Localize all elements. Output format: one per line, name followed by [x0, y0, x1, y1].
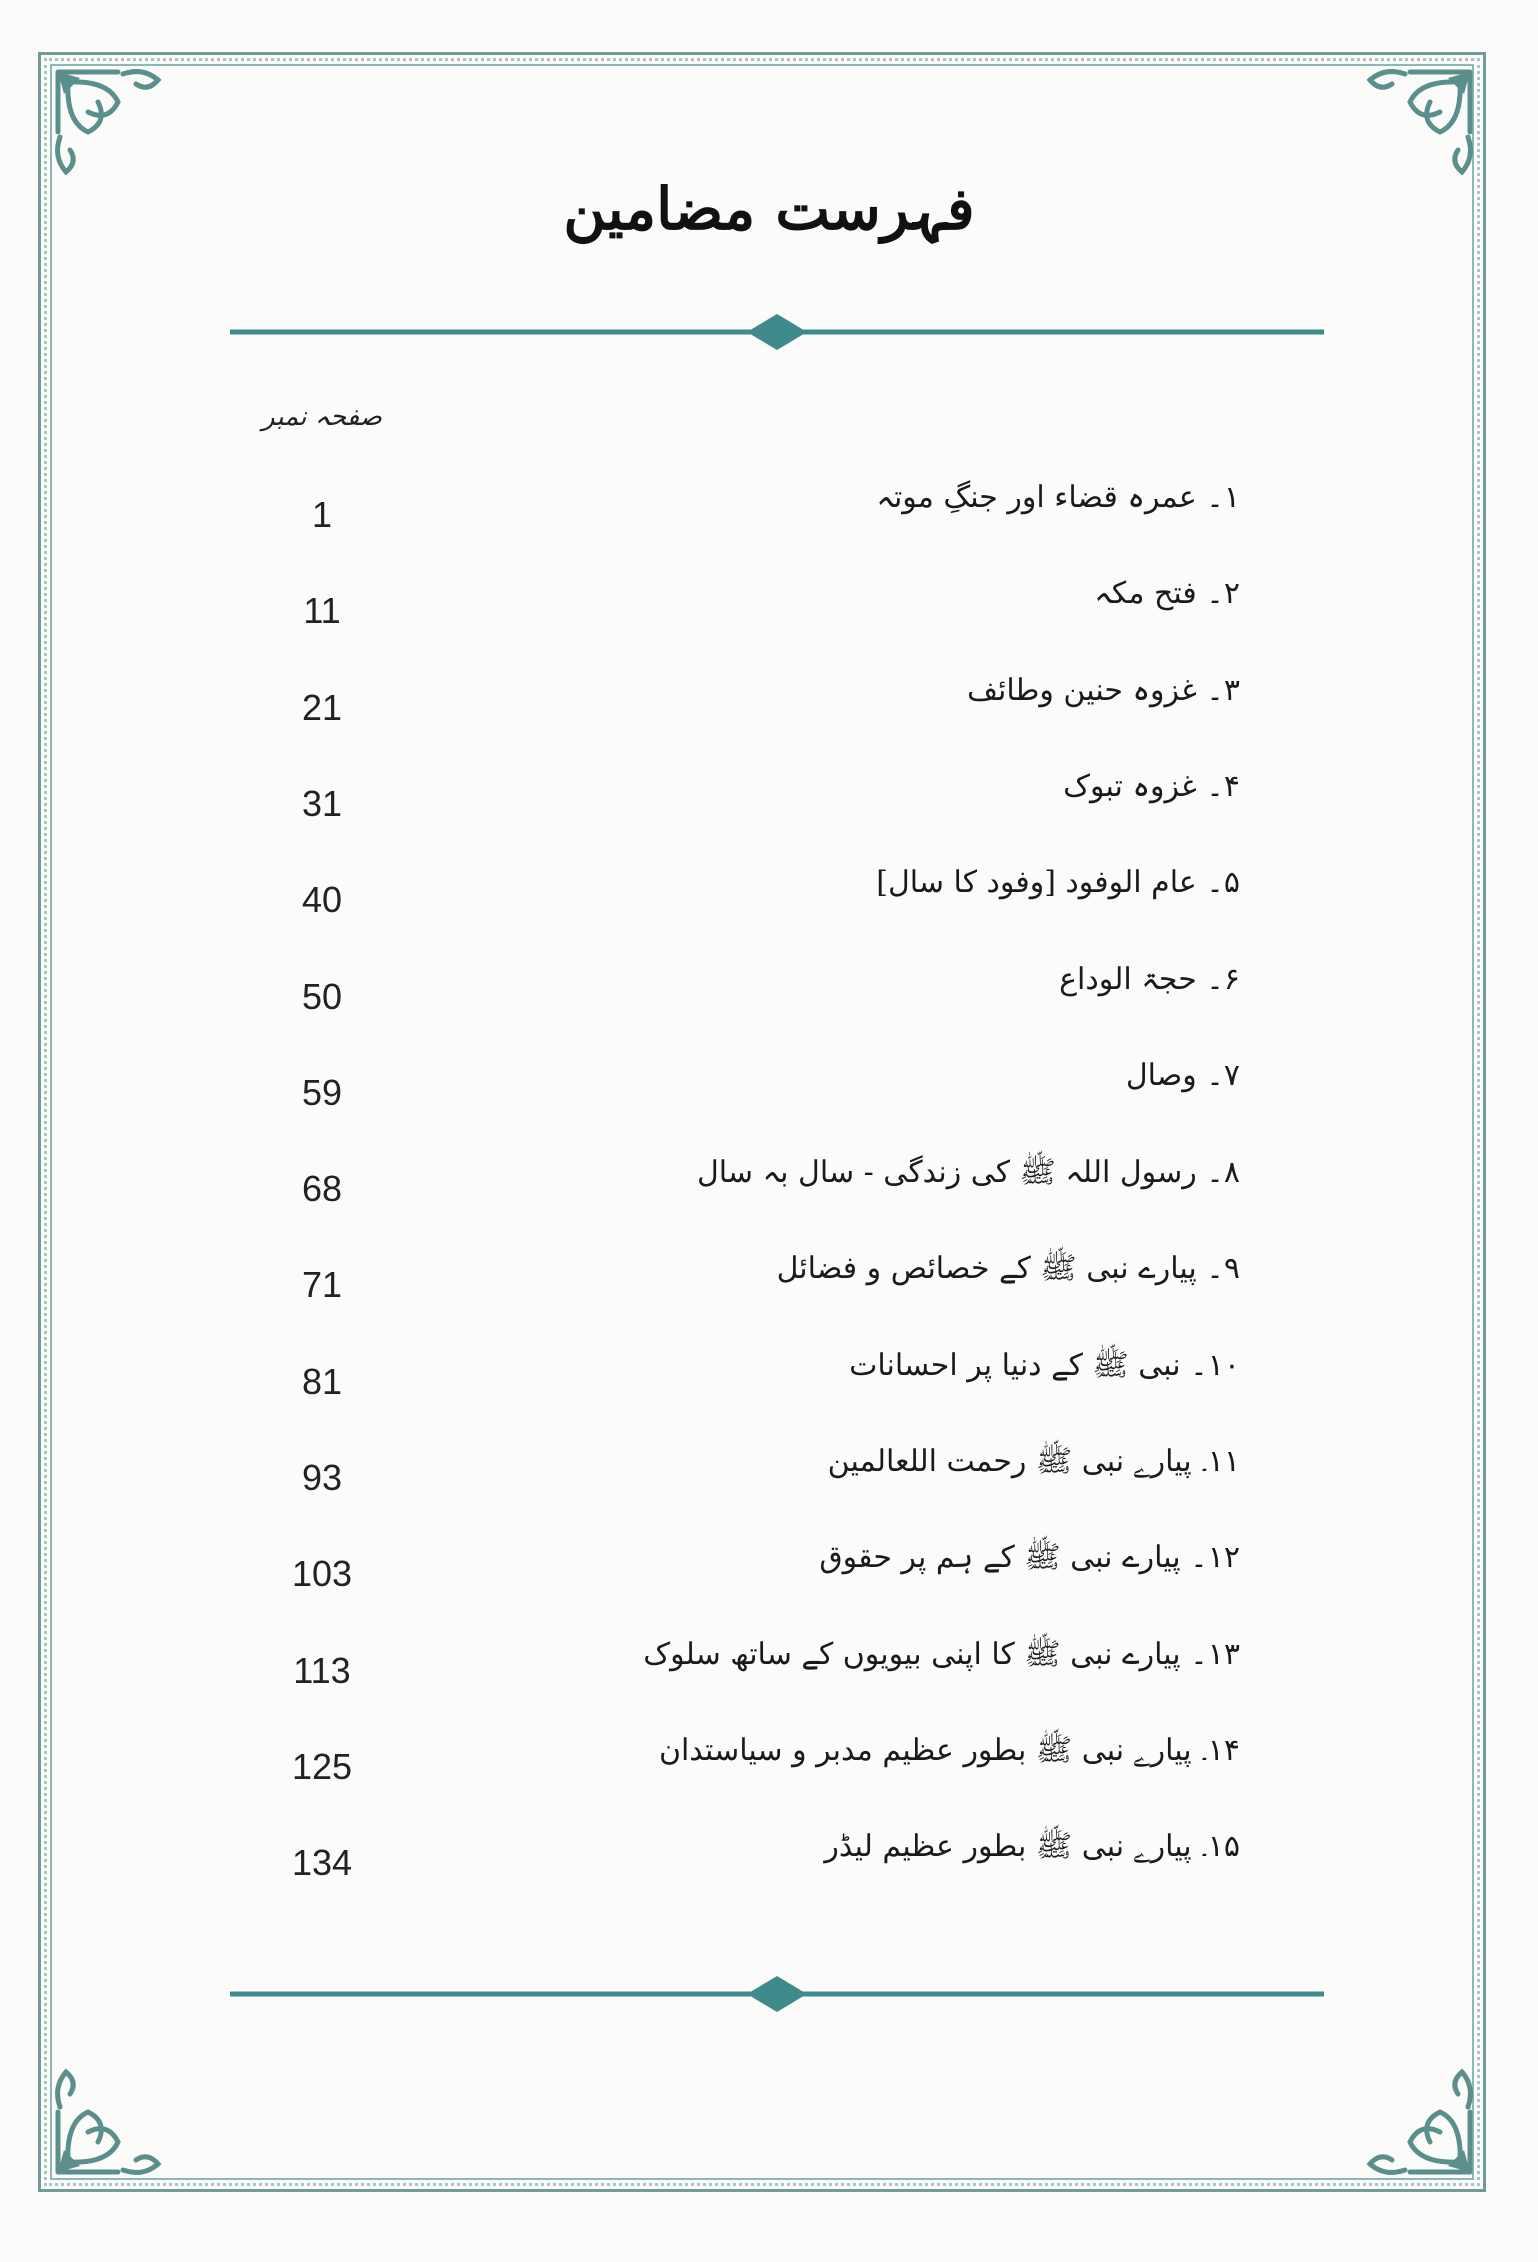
toc-entry-title: ۹۔ پیارے نبی ﷺ کے خصائص و فضائل: [776, 1251, 1240, 1287]
toc-row: [0, 1828, 1538, 1888]
toc-entry-title: ۱۔ عمرہ قضاء اور جنگِ موتہ: [876, 480, 1240, 515]
toc-entry-title: ۱۲۔ پیارے نبی ﷺ کے ہم پر حقوق: [819, 1540, 1240, 1576]
toc-entry-page-number: 134: [291, 1842, 353, 1884]
toc-row: [0, 1636, 1538, 1696]
toc-row: [0, 673, 1538, 733]
toc-entry-title: ۱۴۔ پیارے نبی ﷺ بطور عظیم مدبر و سیاستدان: [658, 1732, 1240, 1768]
toc-entry-page-number: 21: [301, 686, 343, 728]
floral-corner-ornament-icon: [1350, 62, 1480, 192]
toc-entry-title: ۲۔ فتح مکہ: [1094, 576, 1240, 612]
toc-entry-page-number: 103: [291, 1553, 353, 1595]
toc-entry-title: ۴۔ غزوہ تبوک: [1063, 768, 1240, 804]
toc-entry-page-number: 59: [301, 1071, 343, 1113]
toc-entry-title: ۳۔ غزوہ حنین وطائف: [966, 672, 1240, 708]
toc-entry-title: ۱۵۔ پیارے نبی ﷺ بطور عظیم لیڈر: [824, 1829, 1240, 1865]
toc-row: [0, 1539, 1538, 1599]
toc-row: [0, 1154, 1538, 1214]
floral-corner-ornament-icon: [48, 2052, 178, 2182]
toc-entry-page-number: 113: [293, 1649, 351, 1691]
toc-entry-page-number: 68: [301, 1168, 343, 1210]
toc-entry-page-number: 81: [301, 1360, 343, 1402]
toc-entry-page-number: 93: [301, 1457, 343, 1498]
toc-entry-title: ۸۔ رسول اللہ ﷺ کی زندگی - سال بہ سال: [696, 1155, 1240, 1191]
page-number-column-header: صفحہ نمبر: [262, 402, 382, 432]
toc-row: [0, 1250, 1538, 1310]
toc-entry-page-number: 11: [303, 590, 341, 632]
toc-row: [0, 1443, 1538, 1503]
diamond-divider-icon: [230, 312, 1324, 352]
toc-row: [0, 1347, 1538, 1407]
toc-entry-page-number: 31: [301, 782, 343, 824]
toc-row: [0, 480, 1538, 540]
toc-entry-page-number: 71: [301, 1264, 343, 1306]
toc-entry-page-number: 1: [311, 494, 333, 535]
toc-row: [0, 769, 1538, 829]
toc-row: [0, 962, 1538, 1022]
toc-entry-title: ۷۔ وصال: [1125, 1057, 1240, 1093]
toc-entry-page-number: 50: [301, 975, 343, 1017]
floral-corner-ornament-icon: [1350, 2052, 1480, 2182]
toc-entry-page-number: 125: [291, 1745, 353, 1787]
toc-row: [0, 576, 1538, 636]
toc-entry-title: ۱۳۔ پیارے نبی ﷺ کا اپنی بیویوں کے ساتھ سلوک: [643, 1636, 1240, 1672]
toc-row: [0, 1058, 1538, 1118]
toc-entry-title: ۶۔ حجۃ الوداع: [1059, 961, 1240, 997]
toc-entry-title: ۱۱۔ پیارے نبی ﷺ رحمت اللعالمین: [827, 1444, 1240, 1479]
floral-corner-ornament-icon: [48, 62, 178, 192]
diamond-divider-icon: [230, 1974, 1324, 2014]
toc-entry-title: ۱۰۔ نبی ﷺ کے دنیا پر احسانات: [849, 1347, 1240, 1383]
toc-entry-title: ۵۔ عام الوفود [وفود کا سال]: [876, 865, 1240, 901]
toc-row: [0, 865, 1538, 925]
page-title: فہرست مضامین: [563, 175, 975, 243]
toc-entry-page-number: 40: [301, 879, 343, 921]
toc-row: [0, 1732, 1538, 1792]
